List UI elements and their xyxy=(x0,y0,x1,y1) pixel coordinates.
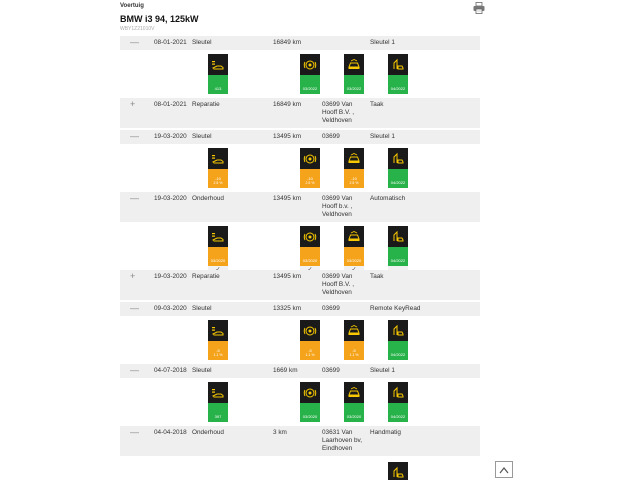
tile-value: 03/2020 xyxy=(302,414,318,419)
inspection-icon xyxy=(391,386,405,400)
brake-fluid-icon xyxy=(303,58,317,72)
engine-oil-icon xyxy=(211,230,225,244)
tile-status xyxy=(344,169,364,188)
inspection-icon xyxy=(391,152,405,166)
history-row[interactable] xyxy=(120,192,480,222)
tile-status xyxy=(208,247,228,266)
row-dealer: Veldhoven xyxy=(322,289,352,296)
row-mileage: 16849 km xyxy=(273,39,302,46)
row-dealer: Hooff B.V. , xyxy=(322,281,354,288)
service-tile[interactable] xyxy=(300,320,320,360)
service-history-list xyxy=(120,36,480,480)
service-indicator-row xyxy=(120,50,480,98)
expand-toggle[interactable]: + xyxy=(130,271,136,281)
vehicle-header xyxy=(120,3,490,33)
row-dealer: 03631 Van xyxy=(322,429,353,436)
service-tile[interactable] xyxy=(208,382,228,422)
service-tile[interactable] xyxy=(388,382,408,422)
tile-value: 03/2020 xyxy=(210,258,226,263)
inspection-icon xyxy=(391,466,405,480)
history-row[interactable] xyxy=(120,130,480,144)
row-mileage: 3 km xyxy=(273,429,287,436)
row-dealer: 03699 Van xyxy=(322,195,353,202)
collapse-toggle[interactable]: — xyxy=(130,303,139,313)
tile-status xyxy=(208,75,228,94)
tile-value: -10 xyxy=(307,176,313,181)
service-tile[interactable] xyxy=(388,320,408,360)
tile-icon-area xyxy=(344,226,364,247)
row-dealer: Veldhoven xyxy=(322,211,352,218)
tile-percentage: 1.1 % xyxy=(305,353,315,357)
inspection-icon xyxy=(391,230,405,244)
tile-icon-area xyxy=(388,462,408,480)
tile-value: 03/2020 xyxy=(346,414,362,419)
engine-oil-icon xyxy=(211,324,225,338)
vehicle-check-icon xyxy=(347,324,361,338)
history-row[interactable] xyxy=(120,302,480,316)
vehicle-vin: WBY1Z21010V xyxy=(120,26,155,32)
row-detail: Taak xyxy=(370,273,384,280)
row-detail: Sleutel 1 xyxy=(370,367,395,374)
row-mileage: 13495 km xyxy=(273,273,302,280)
tile-icon-area xyxy=(344,320,364,341)
collapse-toggle[interactable]: — xyxy=(130,427,139,437)
brake-fluid-icon xyxy=(303,386,317,400)
service-indicator-row xyxy=(120,222,480,270)
row-detail: Sleutel 1 xyxy=(370,133,395,140)
service-tile[interactable] xyxy=(208,320,228,360)
service-tile[interactable] xyxy=(344,148,364,188)
row-detail: Taak xyxy=(370,101,384,108)
row-type: Reparatie xyxy=(192,273,220,280)
engine-oil-icon xyxy=(211,386,225,400)
tile-icon-area xyxy=(344,54,364,75)
row-type: Sleutel xyxy=(192,133,212,140)
tile-value: 413 xyxy=(214,86,222,91)
service-tile[interactable] xyxy=(208,54,228,94)
service-tile[interactable] xyxy=(344,320,364,360)
tile-icon-area xyxy=(208,148,228,169)
inspection-icon xyxy=(391,324,405,338)
service-tile[interactable] xyxy=(344,226,364,274)
tile-status xyxy=(388,75,408,94)
row-date: 09-03-2020 xyxy=(154,305,187,312)
row-dealer: 03699 xyxy=(322,367,340,374)
tile-icon-area xyxy=(300,320,320,341)
tile-value: -5 xyxy=(308,348,312,353)
tile-value: 03/2022 xyxy=(346,86,362,91)
tile-icon-area xyxy=(208,226,228,247)
service-tile[interactable] xyxy=(300,382,320,422)
tile-icon-area xyxy=(300,226,320,247)
row-dealer: Eindhoven xyxy=(322,445,353,452)
tile-status xyxy=(300,403,320,422)
row-mileage: 13325 km xyxy=(273,305,302,312)
tile-value: -10 xyxy=(215,176,221,181)
tile-value: 04/2022 xyxy=(390,414,406,419)
row-mileage: 16849 km xyxy=(273,101,302,108)
tile-status xyxy=(344,403,364,422)
row-detail: Automatisch xyxy=(370,195,406,202)
tile-icon-area xyxy=(208,54,228,75)
tile-value: -10 xyxy=(351,176,357,181)
tile-value: 03/2020 xyxy=(346,258,362,263)
row-dealer: Hooff B.V. , xyxy=(322,109,354,116)
tile-icon-area xyxy=(208,382,228,403)
row-date: 19-03-2020 xyxy=(154,133,187,140)
row-type: Reparatie xyxy=(192,101,220,108)
row-detail: Remote KeyRead xyxy=(370,305,421,312)
history-row[interactable] xyxy=(120,426,480,456)
row-mileage: 13495 km xyxy=(273,133,302,140)
vehicle-check-icon xyxy=(347,58,361,72)
row-mileage: 1669 km xyxy=(273,367,298,374)
history-row[interactable] xyxy=(120,36,480,50)
row-mileage: 13495 km xyxy=(273,195,302,202)
chevron-up-icon xyxy=(499,466,509,474)
row-date: 19-03-2020 xyxy=(154,273,187,280)
row-date: 19-03-2020 xyxy=(154,195,187,202)
scroll-top-button[interactable] xyxy=(495,461,513,478)
tile-icon-area xyxy=(344,148,364,169)
engine-oil-icon xyxy=(211,152,225,166)
tile-icon-area xyxy=(344,382,364,403)
row-dealer: 03699 Van xyxy=(322,101,353,108)
service-tile[interactable] xyxy=(344,382,364,422)
service-indicator-row xyxy=(120,378,480,426)
expand-toggle[interactable]: + xyxy=(130,99,136,109)
tile-status xyxy=(300,169,320,188)
inspection-icon xyxy=(391,58,405,72)
brake-fluid-icon xyxy=(303,152,317,166)
row-type: Sleutel xyxy=(192,367,212,374)
row-date: 08-01-2021 xyxy=(154,101,187,108)
service-tile[interactable] xyxy=(388,226,408,274)
service-tile[interactable] xyxy=(388,54,408,94)
row-dealer: 03699 Van xyxy=(322,273,353,280)
tile-value: 03/2020 xyxy=(302,258,318,263)
service-indicator-row xyxy=(120,144,480,192)
engine-oil-icon xyxy=(211,58,225,72)
row-detail: Handmatig xyxy=(370,429,401,436)
history-row[interactable] xyxy=(120,98,480,128)
row-dealer: Laarhoven bv, xyxy=(322,437,363,444)
section-label: Voertuig xyxy=(120,3,144,9)
tile-percentage: 2.5 % xyxy=(213,181,223,185)
tile-status xyxy=(388,169,408,188)
vehicle-check-icon xyxy=(347,152,361,166)
collapse-toggle[interactable]: — xyxy=(130,37,139,47)
tile-status xyxy=(300,247,320,266)
row-dealer: 03699 xyxy=(322,133,340,140)
tile-status xyxy=(208,403,228,422)
tile-status xyxy=(344,341,364,360)
row-date: 04-07-2018 xyxy=(154,367,187,374)
tile-icon-area xyxy=(388,320,408,341)
row-detail: Sleutel 1 xyxy=(370,39,395,46)
service-tile[interactable] xyxy=(300,54,320,94)
tile-status xyxy=(208,169,228,188)
tile-value: 03/2022 xyxy=(302,86,318,91)
tile-status xyxy=(388,403,408,422)
tile-status xyxy=(388,341,408,360)
collapse-toggle[interactable]: — xyxy=(130,193,139,203)
tile-percentage: 2.5 % xyxy=(349,181,359,185)
printer-icon xyxy=(473,2,485,14)
tile-value: 04/2022 xyxy=(390,180,406,185)
row-date: 04-04-2018 xyxy=(154,429,187,436)
collapse-toggle[interactable]: — xyxy=(130,131,139,141)
tile-status xyxy=(344,247,364,266)
service-tile[interactable] xyxy=(388,462,408,480)
tile-value: 04/2022 xyxy=(390,258,406,263)
history-row[interactable] xyxy=(120,364,480,378)
tile-status xyxy=(300,75,320,94)
tile-value: 04/2022 xyxy=(390,352,406,357)
collapse-toggle[interactable]: — xyxy=(130,365,139,375)
print-button[interactable] xyxy=(473,2,485,14)
tile-status xyxy=(208,341,228,360)
tile-value: -5 xyxy=(352,348,356,353)
service-tile[interactable] xyxy=(208,226,228,274)
row-type: Onderhoud xyxy=(192,195,224,202)
tile-status xyxy=(388,247,408,266)
service-tile[interactable] xyxy=(388,148,408,188)
tile-icon-area xyxy=(388,54,408,75)
tile-icon-area xyxy=(208,320,228,341)
tile-icon-area xyxy=(388,148,408,169)
tile-icon-area xyxy=(300,54,320,75)
row-dealer: Veldhoven xyxy=(322,117,352,124)
vehicle-check-icon xyxy=(347,230,361,244)
tile-percentage: 1.1 % xyxy=(349,353,359,357)
service-tile[interactable] xyxy=(208,148,228,188)
service-tile[interactable] xyxy=(344,54,364,94)
tile-icon-area xyxy=(300,382,320,403)
vehicle-check-icon xyxy=(347,386,361,400)
tile-value: 04/2022 xyxy=(390,86,406,91)
tile-icon-area xyxy=(300,148,320,169)
tile-percentage: 2.5 % xyxy=(305,181,315,185)
tile-value: 397 xyxy=(214,414,222,419)
service-indicator-row xyxy=(120,456,480,480)
row-type: Sleutel xyxy=(192,39,212,46)
row-dealer: Hooff b.v. , xyxy=(322,203,353,210)
vehicle-name: BMW i3 94, 125kW xyxy=(120,14,199,24)
tile-icon-area xyxy=(388,226,408,247)
tile-status xyxy=(300,341,320,360)
tile-value: -5 xyxy=(216,348,220,353)
brake-fluid-icon xyxy=(303,324,317,338)
row-dealer: 03699 xyxy=(322,305,340,312)
tile-percentage: 1.1 % xyxy=(213,353,223,357)
row-type: Sleutel xyxy=(192,305,212,312)
brake-fluid-icon xyxy=(303,230,317,244)
row-date: 08-01-2021 xyxy=(154,39,187,46)
row-type: Onderhoud xyxy=(192,429,224,436)
tile-status xyxy=(344,75,364,94)
history-row[interactable] xyxy=(120,270,480,300)
service-tile[interactable] xyxy=(300,148,320,188)
tile-icon-area xyxy=(388,382,408,403)
service-indicator-row xyxy=(120,316,480,364)
service-tile[interactable] xyxy=(300,226,320,274)
